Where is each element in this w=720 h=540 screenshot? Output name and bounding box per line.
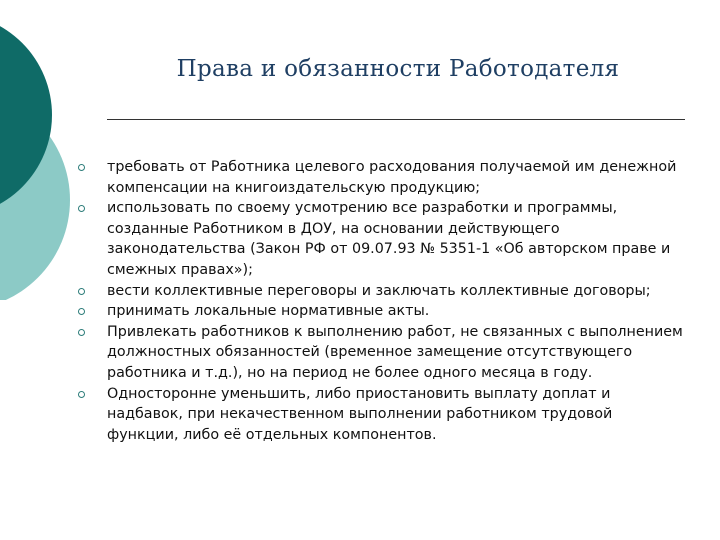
list-item <box>78 384 683 446</box>
list-item-text: вести коллективные переговоры и заключать коллективные договоры; <box>107 282 651 299</box>
hollow-circle-bullet-icon <box>78 288 85 295</box>
list-item-text: Односторонне уменьшить, либо приостановить выплату доплат и надбавок, при некачественном выполнении работником трудовой функции, либо её отдельных компонентов. <box>107 385 613 443</box>
hollow-circle-bullet-icon <box>78 391 85 398</box>
list-item-text: использовать по своему усмотрению все разработки и программы, созданные Работником в ДОУ, на основании действующего законодательства (Закон РФ от 09.07.93 № 5351-1 «Об авторском праве и смежных правах»); <box>107 200 671 278</box>
list-item <box>78 281 683 302</box>
title-divider <box>107 119 685 120</box>
hollow-circle-bullet-icon <box>78 205 85 212</box>
list-item <box>78 322 683 384</box>
hollow-circle-bullet-icon <box>78 308 85 315</box>
bullet-list <box>78 157 683 445</box>
list-item-text: требовать от Работника целевого расходования получаемой им денежной компенсации на книгоиздательскую продукцию; <box>107 159 677 196</box>
list-item <box>78 198 683 280</box>
list-item-text: принимать локальные нормативные акты. <box>107 303 430 320</box>
list-item <box>78 301 683 322</box>
list-item-text: Привлекать работников к выполнению работ, не связанных с выполнением должностных обязанностей (временное замещение отсутствующего работника и т.д.), но на период не более одного месяца в году. <box>107 323 683 381</box>
hollow-circle-bullet-icon <box>78 329 85 336</box>
list-item <box>78 157 683 198</box>
slide-title: Права и обязанности Работодателя <box>176 56 620 82</box>
hollow-circle-bullet-icon <box>78 164 85 171</box>
